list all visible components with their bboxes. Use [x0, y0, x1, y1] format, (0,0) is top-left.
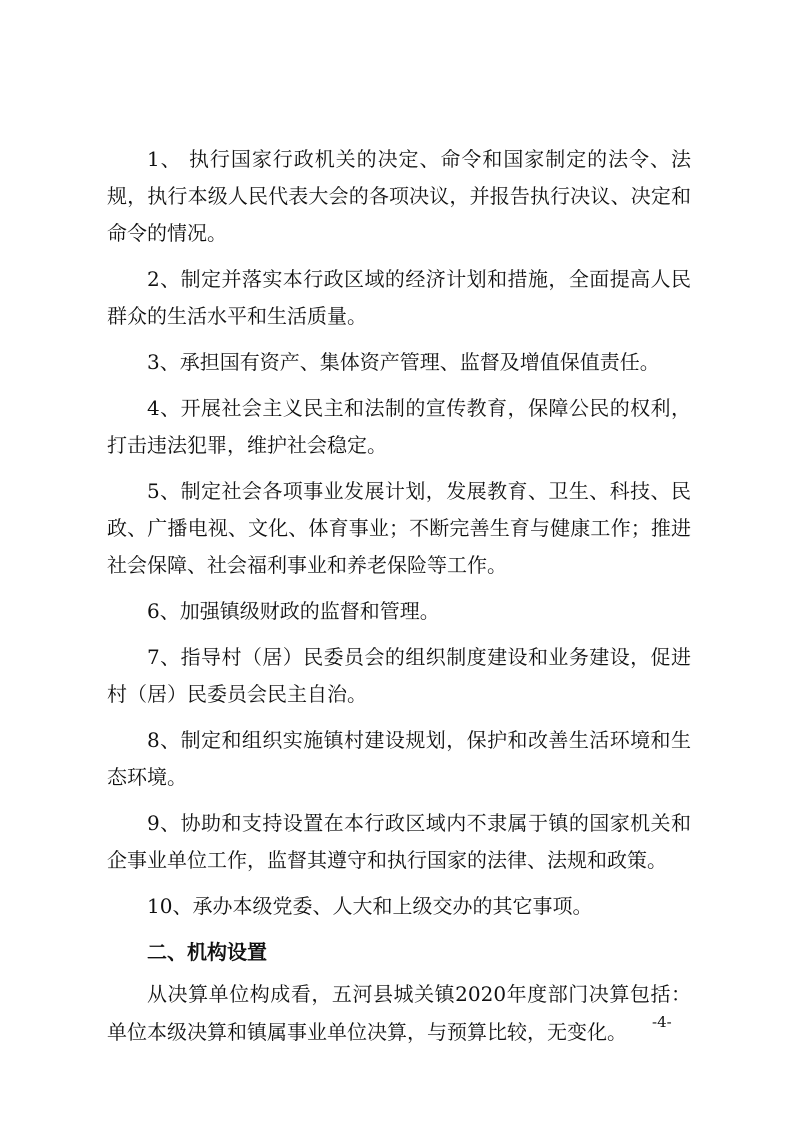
duty-item-3: 3、承担国有资产、集体资产管理、监督及增值保值责任。: [147, 350, 660, 374]
duty-item-9: 9、协助和支持设置在本行政区域内不隶属于镇的国家机关和企事业单位工作，监督其遵守和执行国家的法律、法规和政策。: [107, 811, 691, 872]
section-heading: 二、机构设置: [147, 940, 267, 964]
duty-item-6: 6、加强镇级财政的监督和管理。: [147, 599, 440, 623]
duty-item-8: 8、制定和组织实施镇村建设规划，保护和改善生活环境和生态环境。: [107, 728, 691, 789]
duty-item-5: 5、制定社会各项事业发展计划，发展教育、卫生、科技、民政、广播电视、文化、体育事业；不断完善生育与健康工作；推进社会保障、社会福利事业和养老保险等工作。: [107, 479, 691, 577]
page-number: -4-: [652, 1013, 672, 1031]
document-body: [107, 141, 691, 1051]
duty-item-10: 10、承办本级党委、人大和上级交办的其它事项。: [147, 894, 593, 918]
section-paragraph: 从决算单位构成看，五河县城关镇2020年度部门决算包括：单位本级决算和镇属事业单位决算，与预算比较，无变化。: [107, 982, 691, 1044]
duty-item-4: 4、开展社会主义民主和法制的宣传教育，保障公民的权利，打击违法犯罪，维护社会稳定。: [107, 396, 691, 457]
duty-item-7: 7、指导村（居）民委员会的组织制度建设和业务建设，促进村（居）民委员会民主自治。: [107, 645, 691, 706]
duty-item-1: 1、 执行国家行政机关的决定、命令和国家制定的法令、法规，执行本级人民代表大会的各项决议，并报告执行决议、决定和命令的情况。: [107, 147, 691, 245]
duty-item-2: 2、制定并落实本行政区域的经济计划和措施，全面提高人民群众的生活水平和生活质量。: [107, 267, 691, 328]
